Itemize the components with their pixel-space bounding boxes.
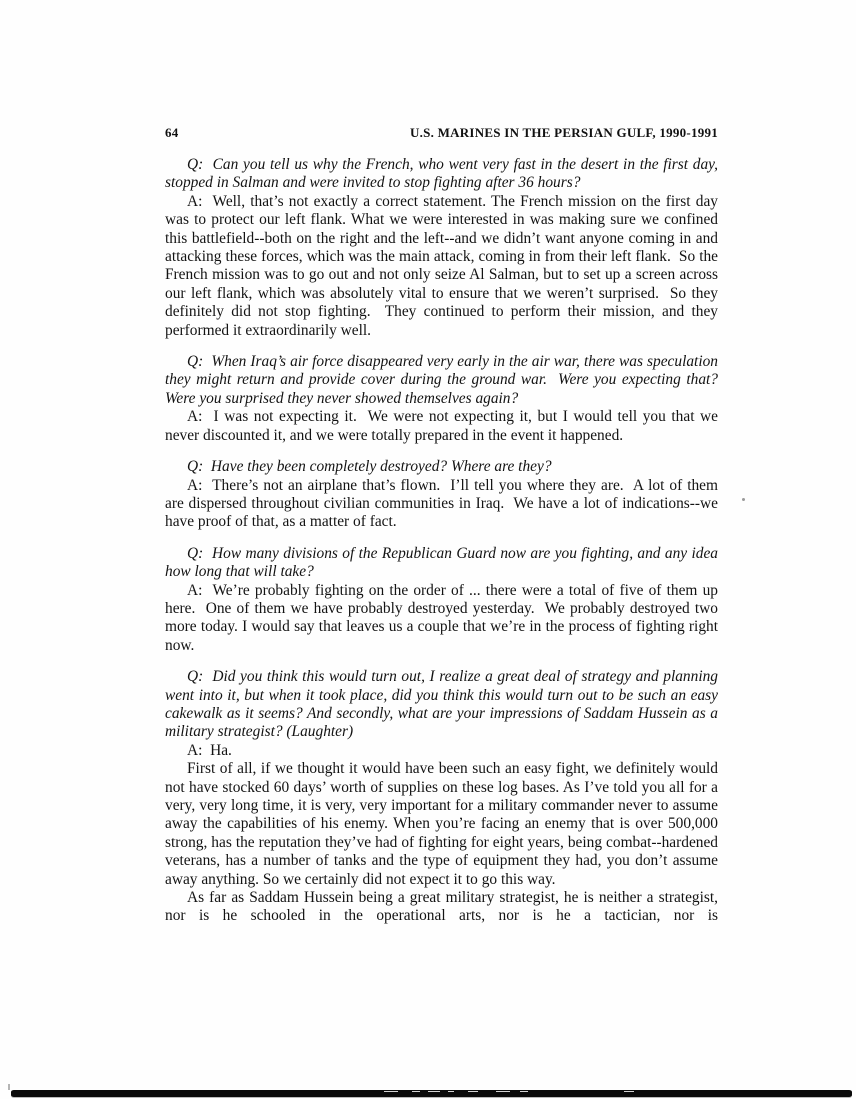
scan-bar-dash [448,1091,454,1092]
body-paragraph: As far as Saddam Hussein being a great military strategist, he is neither a strategist, nor is he schooled in the operational arts, nor is he a tactician, nor is [165,889,722,925]
page-number: 64 [165,125,179,140]
answer-paragraph: A: We’re probably fighting on the order of ... there were a total of five of them up here. One of them we have probably destroyed yesterday. We probably destroyed two more today. I would say that leaves us a couple that we’re in the process of fighting right now. [165,581,722,654]
scan-bar-dash [520,1091,528,1092]
answer-paragraph: A: Well, that’s not exactly a correct statement. The French mission on the first day was to protect our left flank. What we were interested in was making sure we confined this battlefield--both on the right and the left--and we didn’t want anyone coming in and attacking these forces, which was the main attack, coming in from their left flank. So the French mission was to go out and not only seize Al Salman, but to set up a screen across our left flank, which was absolutely vital to ensure that we weren’t surprised. So they definitely did not stop fighting. They continued to perform their mission, and they performed it extraordinarily well. [165,192,722,339]
page-body [165,156,722,926]
scan-bar-dash [384,1091,398,1092]
question-paragraph: Q: Have they been completely destroyed? Where are they? [187,458,552,476]
scan-bar-dash [496,1091,510,1092]
answer-paragraph: A: There’s not an airplane that’s flown. I’ll tell you where they are. A lot of them are dispersed throughout civilian communities in Iraq. We have a lot of indications--we have proof of that, as a matter of fact. [165,476,722,531]
running-title: U.S. MARINES IN THE PERSIAN GULF, 1990-1991 [410,125,718,140]
scan-artifact-dot [742,498,745,501]
question-paragraph: Q: Can you tell us why the French, who went very fast in the desert in the first day, stopped in Salman and were invited to stop fighting after 36 hours? [165,156,722,192]
question-paragraph: Q: Did you think this would turn out, I realize a great deal of strategy and planning went into it, but when it took place, did you think this would turn out to be such an easy cakewalk as it seems? And secondly, what are your impressions of Saddam Hussein as a military strategist? (Laughter) [165,668,722,741]
question-paragraph: Q: When Iraq’s air force disappeared very early in the air war, there was speculation they might return and provide cover during the ground war. Were you expecting that? Were you surprised they never showed themselves again? [165,353,722,407]
scan-bar-dash [428,1091,440,1092]
scan-bar-dash [624,1091,634,1092]
page-header [165,125,718,141]
body-paragraph: First of all, if we thought it would have been such an easy fight, we definitely would not have stocked 60 days’ worth of supplies on these log bases. As I’ve told you all for a very, very long time, it is very, very important for a military commander never to assume away the capabilities of his enemy. When you’re facing an enemy that is over 500,000 strong, has the reputation they’ve had of fighting for eight years, being combat--hardened veterans, has a number of tanks and the type of equipment they had, you don’t assume away anything. So we certainly did not expect it to go this way. [165,760,722,888]
question-paragraph: Q: How many divisions of the Republican Guard now are you fighting, and any idea how long that will take? [165,544,722,581]
scan-bar-dash [468,1091,478,1092]
answer-paragraph: A: I was not expecting it. We were not expecting it, but I would tell you that we never discounted it, and we were totally prepared in the event it happened. [165,408,722,444]
scan-edge-bar [11,1090,852,1097]
scan-bar-dash [412,1091,420,1092]
answer-paragraph: A: Ha. [187,741,232,759]
scan-artifact-tick [8,1084,10,1090]
